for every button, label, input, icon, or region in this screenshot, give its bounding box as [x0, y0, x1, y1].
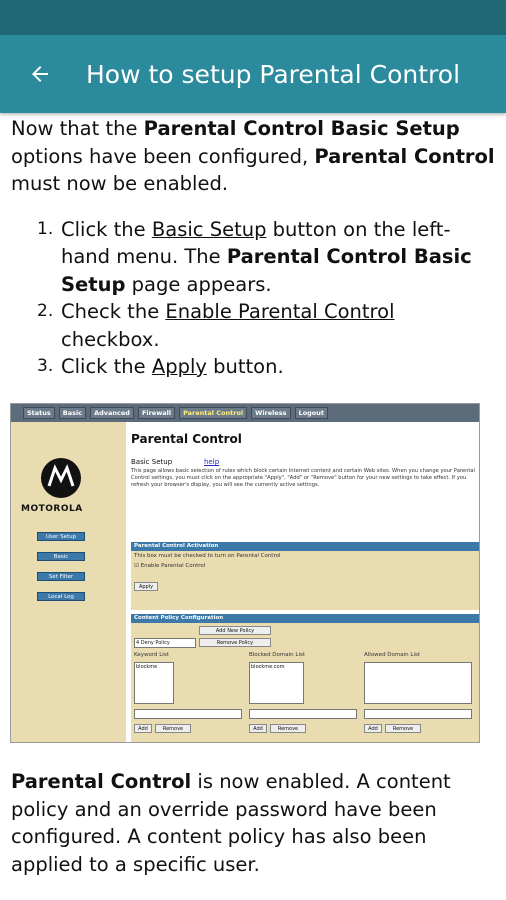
step-text: button on the left-hand menu. The	[61, 217, 451, 268]
arrow-left-icon	[28, 62, 52, 86]
router-description: This page allows basic selection of rules which block certain Internet content and certain Web sites. When you change your Parental Control settings, you must click on the appropriate "Apply", "Add" or "Remove" button for your new settings to take effect. If you refresh your browser's display, you will see the currently active settings.	[131, 468, 476, 488]
step-number: 1.	[37, 218, 54, 239]
router-sidebar	[11, 422, 126, 743]
router-screenshot	[10, 403, 480, 743]
router-nav-item: Status	[23, 407, 55, 419]
router-nav-item: Parental Control	[179, 407, 247, 419]
policy-panel	[131, 614, 480, 743]
router-side-button: Set Filter	[37, 572, 85, 581]
list-item	[37, 298, 495, 353]
blocked-add-button: Add	[249, 724, 267, 733]
outro-bold: Parental Control	[11, 770, 192, 793]
policy-select: 4 Deny Policy	[134, 638, 196, 648]
keyword-remove-button: Remove	[155, 724, 191, 733]
blocked-list-box: blockme.com	[249, 662, 304, 704]
list-item	[37, 353, 495, 381]
allowed-add-button: Add	[364, 724, 382, 733]
router-nav	[11, 404, 480, 422]
router-nav-item: Logout	[295, 407, 328, 419]
back-button[interactable]	[26, 60, 54, 88]
router-title: Parental Control	[131, 432, 242, 446]
keyword-list-label: Keyword List	[134, 652, 169, 658]
app-bar	[0, 35, 506, 113]
blocked-input	[249, 709, 357, 719]
intro-text-3: must now be enabled.	[11, 172, 229, 195]
router-apply-button: Apply	[134, 582, 158, 591]
allowed-input	[364, 709, 472, 719]
activation-heading: Parental Control Activation	[131, 542, 480, 551]
policy-heading: Content Policy Configuration	[131, 614, 480, 623]
allowed-remove-button: Remove	[385, 724, 421, 733]
keyword-input	[134, 709, 242, 719]
activation-panel	[131, 542, 480, 610]
step-bold: Parental Control Basic Setup	[61, 245, 472, 296]
router-main	[126, 422, 480, 743]
allowed-list-box	[364, 662, 472, 704]
keyword-add-button: Add	[134, 724, 152, 733]
step-text: Check the	[61, 300, 166, 323]
router-nav-item: Basic	[59, 407, 86, 419]
router-help-link: help	[204, 458, 220, 466]
article-body	[11, 115, 495, 381]
router-nav-item: Firewall	[138, 407, 175, 419]
intro-paragraph	[11, 115, 495, 198]
router-nav-item: Advanced	[90, 407, 134, 419]
add-policy-button: Add New Policy	[199, 626, 271, 635]
allowed-list-label: Allowed Domain List	[364, 652, 421, 658]
motorola-logo-icon	[41, 458, 81, 498]
status-bar	[0, 0, 506, 35]
remove-policy-button: Remove Policy	[199, 638, 271, 647]
enable-label: Enable Parental Control	[140, 563, 206, 569]
intro-bold-1: Parental Control Basic Setup	[143, 117, 460, 140]
router-side-button: User Setup	[37, 532, 85, 541]
blocked-list-label: Blocked Domain List	[249, 652, 306, 658]
step-number: 2.	[37, 301, 54, 321]
brand-name: MOTOROLA	[21, 504, 83, 514]
activation-note: This box must be checked to turn on Parental Control	[134, 553, 281, 559]
keyword-list-box: blockme	[134, 662, 174, 704]
router-side-button: Basic	[37, 552, 85, 561]
list-item	[37, 216, 495, 299]
intro-text-1: Now that the	[11, 117, 144, 140]
intro-bold-2: Parental Control	[314, 144, 495, 168]
step-text: checkbox.	[61, 327, 160, 351]
router-side-button: Local Log	[37, 592, 85, 601]
step-text: Click the	[61, 355, 152, 378]
outro-text: is now enabled. A content policy and an override password have been configured. A content policy has also been applied to a specific user.	[11, 770, 451, 876]
enable-row: ☑ Enable Parental Control	[134, 563, 206, 569]
intro-text-2: options have been configured,	[11, 144, 315, 168]
blocked-remove-button: Remove	[270, 724, 306, 733]
step-underline: Apply	[151, 355, 207, 378]
step-underline: Basic Setup	[151, 217, 267, 241]
step-text: page appears.	[125, 272, 272, 296]
step-text: button.	[206, 355, 284, 378]
outro-paragraph	[11, 768, 495, 878]
page-title: How to setup Parental Control	[86, 59, 461, 89]
step-underline: Enable Parental Control	[165, 300, 395, 323]
router-subtitle: Basic Setup	[131, 458, 173, 466]
step-number: 3.	[37, 356, 54, 376]
router-nav-item: Wireless	[251, 407, 290, 419]
step-text: Click the	[61, 217, 152, 241]
steps-list	[11, 216, 495, 381]
